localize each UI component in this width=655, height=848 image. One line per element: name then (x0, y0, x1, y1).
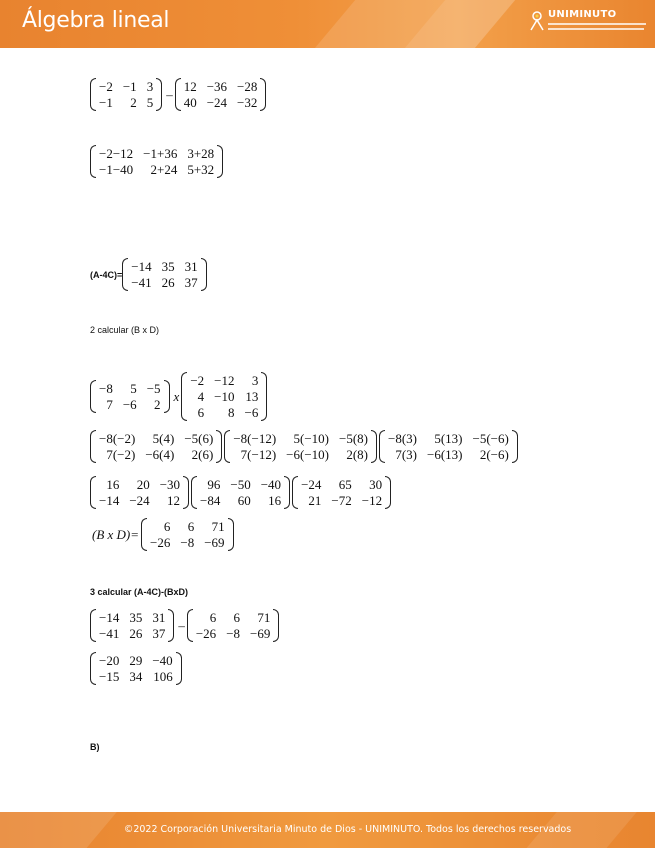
result-label: (B x D)= (92, 526, 140, 542)
section-heading: B) (90, 742, 100, 752)
matrix-cell: −1 (99, 95, 113, 110)
matrix-cell: −32 (237, 95, 258, 110)
matrix-grid (96, 78, 156, 111)
matrix-grid (230, 430, 371, 463)
matrix-grid (96, 652, 176, 685)
matrix-cell: −2 (99, 79, 113, 94)
matrix-grid (197, 476, 284, 509)
right-parenthesis (260, 78, 266, 111)
matrix-cell: 12 (167, 493, 181, 508)
matrix-cell: −69 (204, 535, 225, 550)
matrix-cell: 8 (228, 405, 235, 420)
matrix-cell: 31 (184, 259, 198, 274)
matrix-cell: −5(6) (184, 431, 214, 446)
section-heading: 2 calcular (B x D) (90, 325, 160, 335)
matrix-cell: 2+24 (150, 162, 178, 177)
terms-row (90, 476, 393, 509)
matrix-cell: −8 (180, 535, 195, 550)
right-parenthesis (168, 609, 174, 642)
matrix-cell: −40 (260, 477, 282, 492)
matrix (187, 609, 280, 642)
matrix-cell: −12 (214, 373, 235, 388)
matrix (90, 430, 222, 463)
page-title: Álgebra lineal (22, 8, 170, 33)
copyright-text: ©2022 Corporación Universitaria Minuto de Dios - UNIMINUTO. Todos los derechos reservados (123, 824, 572, 835)
matrix-cell: 40 (183, 95, 197, 110)
page-header (0, 0, 655, 48)
matrix-cell: −6(4) (145, 447, 175, 462)
matrix-cell: 5+32 (187, 162, 215, 177)
matrix-cell: 2(−6) (479, 447, 509, 462)
matrix-cell: −41 (99, 626, 120, 641)
matrix-cell: 30 (369, 477, 383, 492)
section-b (90, 742, 100, 752)
matrix-cell: 6 (163, 519, 171, 534)
matrix-cell: −41 (131, 275, 152, 290)
matrix-cell: 21 (308, 493, 322, 508)
right-parenthesis (371, 430, 377, 463)
matrix-cell: −40 (152, 653, 173, 668)
matrix-cell: 20 (136, 477, 150, 492)
matrix-cell: 7 (106, 397, 113, 412)
matrix-cell: 5 (130, 381, 137, 396)
logo-tagline (548, 23, 646, 25)
minus-operator: – (166, 86, 173, 102)
matrix-cell: −72 (331, 493, 352, 508)
matrix (181, 372, 267, 421)
matrix-cell: 12 (183, 79, 197, 94)
right-parenthesis (164, 380, 170, 413)
right-parenthesis (273, 609, 279, 642)
multiplication-setup (90, 372, 269, 421)
result-bxd (90, 518, 236, 551)
expanded-subtraction (90, 145, 225, 178)
matrix-cell: 37 (152, 626, 166, 641)
matrix-cell: 3 (146, 79, 154, 94)
matrix (90, 145, 223, 178)
matrix-cell: −15 (99, 669, 120, 684)
matrix-grid (181, 78, 261, 111)
matrix-cell: −24 (129, 493, 150, 508)
matrix-cell: 7(−2) (106, 447, 136, 462)
matrix-cell: −84 (200, 493, 221, 508)
matrix-cell: −24 (301, 477, 322, 492)
products-row (90, 430, 520, 463)
matrix-grid (96, 476, 183, 509)
step3-heading (90, 587, 188, 597)
right-parenthesis (228, 518, 234, 551)
matrix-cell: 16 (106, 477, 120, 492)
matrix-cell: −12 (361, 493, 383, 508)
times-operator: x (173, 388, 180, 404)
matrix-cell: 37 (184, 275, 198, 290)
matrix-cell: −6(13) (426, 447, 463, 462)
uniminuto-logo-icon (528, 10, 546, 32)
matrix-cell: 3+28 (187, 146, 215, 161)
matrix-cell: 2(6) (191, 447, 214, 462)
logo-tagline (548, 28, 644, 30)
right-parenthesis (216, 430, 222, 463)
matrix-cell: −14 (131, 259, 152, 274)
right-parenthesis (261, 372, 267, 421)
matrix (292, 476, 391, 509)
matrix-cell: 71 (257, 610, 271, 625)
matrix (175, 78, 267, 111)
matrix-cell: 3 (251, 373, 259, 388)
matrix-cell: 6 (197, 405, 205, 420)
matrix-cell: 65 (338, 477, 352, 492)
matrix-grid (187, 372, 261, 421)
page-footer (0, 812, 655, 848)
matrix-cell: −1 (122, 79, 137, 94)
right-parenthesis (284, 476, 290, 509)
right-parenthesis (512, 430, 518, 463)
matrix-grid (96, 430, 216, 463)
matrix-cell: −2 (190, 373, 205, 388)
matrix-cell: −69 (250, 626, 271, 641)
matrix-cell: 35 (129, 610, 143, 625)
result-label: (A-4C)= (90, 269, 123, 280)
matrix-cell: −36 (206, 79, 228, 94)
section-heading: 3 calcular (A-4C)-(BxD) (90, 587, 189, 597)
matrix (90, 476, 189, 509)
matrix-cell: 2 (154, 397, 161, 412)
matrix-cell: 7(−12) (240, 447, 277, 462)
matrix-cell: −6 (122, 397, 137, 412)
matrix-cell: −20 (99, 653, 120, 668)
final-result (90, 652, 184, 685)
matrix-cell: −1+36 (143, 146, 178, 161)
matrix-cell: −5(−6) (472, 431, 509, 446)
matrix (122, 258, 206, 291)
matrix-grid (385, 430, 512, 463)
matrix-cell: 34 (129, 669, 143, 684)
matrix-cell: 6 (233, 610, 241, 625)
matrix-cell: 2 (130, 95, 137, 110)
matrix-cell: −2−12 (99, 146, 134, 161)
matrix-grid (96, 145, 217, 178)
matrix-cell: 16 (268, 493, 282, 508)
matrix-cell: 5(4) (152, 431, 175, 446)
matrix-cell: −8 (226, 626, 241, 641)
matrix-cell: 96 (207, 477, 221, 492)
matrix-cell: −6(−10) (286, 447, 329, 462)
matrix-cell: −50 (230, 477, 251, 492)
right-parenthesis (183, 476, 189, 509)
matrix (90, 609, 174, 642)
uniminuto-logo (528, 9, 648, 39)
final-subtraction (90, 609, 281, 642)
matrix-cell: 31 (152, 610, 166, 625)
matrix-cell: −6 (244, 405, 259, 420)
matrix-cell: 60 (237, 493, 251, 508)
matrix-cell: 106 (153, 669, 173, 684)
matrix-grid (193, 609, 274, 642)
minus-operator: – (178, 617, 185, 633)
matrix-cell: −8(3) (387, 431, 417, 446)
right-parenthesis (176, 652, 182, 685)
matrix-grid (147, 518, 228, 551)
matrix-cell: −14 (99, 610, 120, 625)
matrix-cell: −8 (99, 381, 113, 396)
matrix-cell: 4 (197, 389, 205, 404)
right-parenthesis (217, 145, 223, 178)
matrix-grid (298, 476, 385, 509)
step2-heading (90, 325, 159, 335)
right-parenthesis (201, 258, 207, 291)
matrix (224, 430, 377, 463)
matrix-cell: 26 (161, 275, 175, 290)
matrix-cell: −26 (195, 626, 217, 641)
right-parenthesis (156, 78, 162, 111)
matrix-cell: 7(3) (395, 447, 417, 462)
matrix (90, 380, 170, 413)
matrix-grid (96, 380, 164, 413)
matrix-cell: −26 (150, 535, 171, 550)
matrix-cell: 2(8) (346, 447, 368, 462)
matrix-cell: 5 (146, 95, 154, 110)
matrix (90, 78, 162, 111)
matrix (191, 476, 290, 509)
matrix (379, 430, 518, 463)
matrix (141, 518, 234, 551)
matrix-cell: −1−40 (99, 162, 134, 177)
matrix-cell: 5(−10) (293, 431, 329, 446)
subtraction-setup (90, 78, 268, 111)
matrix (90, 652, 182, 685)
matrix-cell: 5(13) (434, 431, 463, 446)
matrix-cell: −5 (146, 381, 161, 396)
matrix-cell: 6 (209, 610, 217, 625)
matrix-cell: 35 (161, 259, 175, 274)
matrix-cell: 71 (211, 519, 225, 534)
matrix-cell: −8(−2) (99, 431, 136, 446)
matrix-cell: −5(8) (338, 431, 368, 446)
matrix-cell: −30 (159, 477, 181, 492)
matrix-grid (128, 258, 200, 291)
result-a-4c (90, 258, 209, 291)
matrix-cell: 6 (187, 519, 195, 534)
matrix-cell: −8(−12) (233, 431, 277, 446)
matrix-cell: −24 (206, 95, 228, 110)
matrix-cell: −28 (237, 79, 258, 94)
matrix-cell: −10 (214, 389, 235, 404)
matrix-cell: −14 (99, 493, 120, 508)
matrix-grid (96, 609, 168, 642)
matrix-cell: 26 (129, 626, 143, 641)
matrix-cell: 29 (129, 653, 143, 668)
right-parenthesis (385, 476, 391, 509)
matrix-cell: 13 (245, 389, 259, 404)
logo-name: UNIMINUTO (548, 9, 617, 20)
